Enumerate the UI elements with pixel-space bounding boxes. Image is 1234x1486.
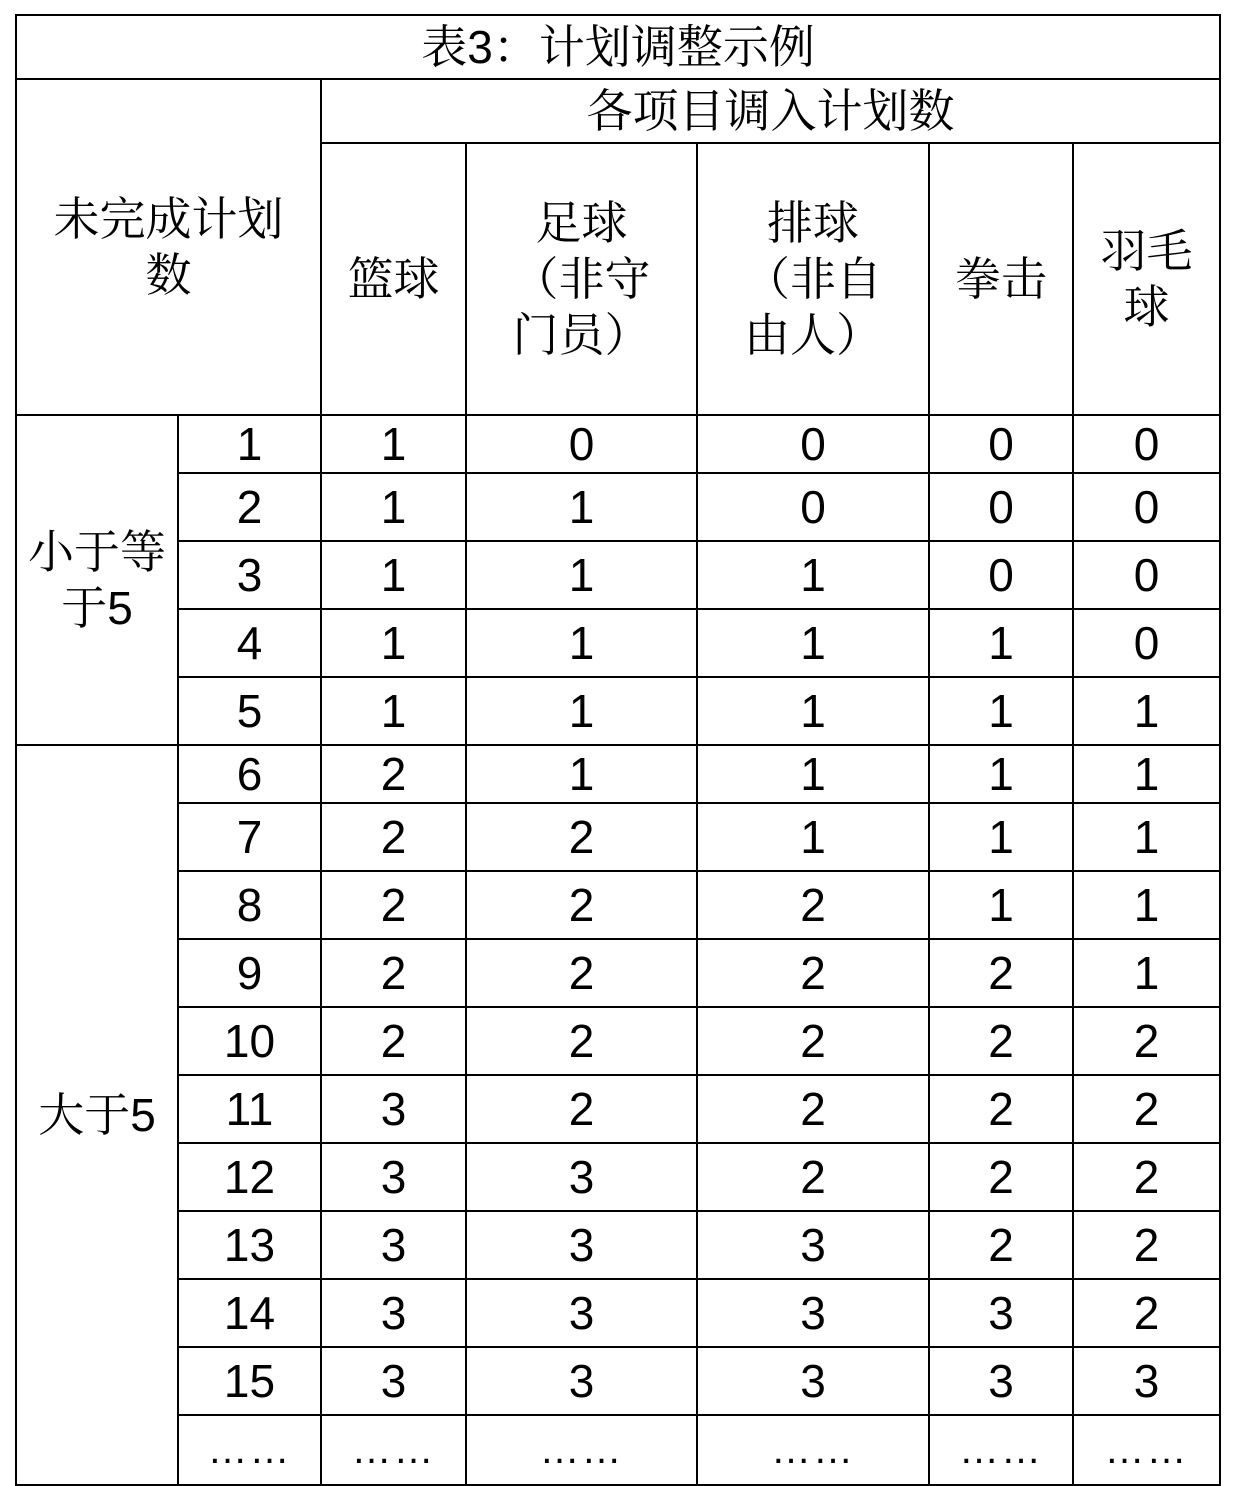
table-row: [16, 1007, 1220, 1075]
cell-football: 3: [466, 1143, 697, 1211]
table-row: [16, 939, 1220, 1007]
cell-badminton: 0: [1073, 541, 1220, 609]
cell-basketball: 1: [321, 415, 466, 473]
table-row: [16, 1415, 1220, 1485]
col-header-boxing: 拳击: [929, 143, 1073, 415]
group-label: 大于5: [38, 1089, 156, 1142]
cell-football: 1: [466, 677, 697, 745]
cell-boxing: 2: [929, 1075, 1073, 1143]
col-header-basketball: 篮球: [321, 143, 466, 415]
cell-boxing: 3: [929, 1347, 1073, 1415]
cell-badminton: 2: [1073, 1075, 1220, 1143]
cell-football: 2: [466, 803, 697, 871]
cell-football: 3: [466, 1279, 697, 1347]
cell-volleyball: 2: [697, 871, 929, 939]
cell-badminton: 1: [1073, 745, 1220, 803]
table-row: [16, 803, 1220, 871]
cell-football: 1: [466, 745, 697, 803]
group-label: 小于等于5: [28, 525, 166, 635]
cell-boxing: 2: [929, 1143, 1073, 1211]
cell-badminton: ……: [1073, 1415, 1220, 1485]
cell-basketball: 2: [321, 1007, 466, 1075]
cell-badminton: 0: [1073, 609, 1220, 677]
cell-badminton: 2: [1073, 1211, 1220, 1279]
cell-volleyball: 1: [697, 609, 929, 677]
cell-football: 2: [466, 939, 697, 1007]
cell-volleyball: 1: [697, 745, 929, 803]
cell-basketball: 3: [321, 1279, 466, 1347]
cell-football: ……: [466, 1415, 697, 1485]
table-row: [16, 1211, 1220, 1279]
cell-boxing: 1: [929, 677, 1073, 745]
cell-boxing: 2: [929, 1211, 1073, 1279]
unfinished-count-cell: 3: [178, 541, 321, 609]
cell-football: 1: [466, 473, 697, 541]
unfinished-count-cell: ……: [178, 1415, 321, 1485]
cell-volleyball: 3: [697, 1347, 929, 1415]
unfinished-count-cell: 5: [178, 677, 321, 745]
unfinished-count-cell: 11: [178, 1075, 321, 1143]
cell-volleyball: 0: [697, 415, 929, 473]
col-header-volleyball: 排球（非自由人）: [697, 143, 929, 415]
table-row: [16, 1075, 1220, 1143]
unfinished-count-cell: 12: [178, 1143, 321, 1211]
unfinished-count-cell: 14: [178, 1279, 321, 1347]
unfinished-count-cell: 1: [178, 415, 321, 473]
col-header-football: 足球（非守门员）: [466, 143, 697, 415]
cell-volleyball: 1: [697, 803, 929, 871]
cell-basketball: 1: [321, 473, 466, 541]
cell-volleyball: 0: [697, 473, 929, 541]
table-row: [16, 473, 1220, 541]
cell-badminton: 2: [1073, 1143, 1220, 1211]
cell-basketball: 3: [321, 1075, 466, 1143]
cell-football: 0: [466, 415, 697, 473]
cell-volleyball: 1: [697, 541, 929, 609]
cell-boxing: 2: [929, 939, 1073, 1007]
cell-basketball: 3: [321, 1347, 466, 1415]
unfinished-plan-label: 未完成计划数: [53, 192, 284, 301]
cell-football: 3: [466, 1347, 697, 1415]
cell-basketball: 3: [321, 1143, 466, 1211]
cell-basketball: 1: [321, 541, 466, 609]
cell-basketball: 1: [321, 677, 466, 745]
cell-volleyball: 3: [697, 1211, 929, 1279]
cell-football: 2: [466, 1075, 697, 1143]
cell-boxing: 0: [929, 415, 1073, 473]
cell-boxing: 0: [929, 473, 1073, 541]
cell-badminton: 2: [1073, 1279, 1220, 1347]
cell-volleyball: 2: [697, 1007, 929, 1075]
cell-boxing: 1: [929, 745, 1073, 803]
cell-football: 1: [466, 609, 697, 677]
table-row: [16, 415, 1220, 473]
table-row: [16, 871, 1220, 939]
group-label-cell: [16, 415, 178, 745]
table-row: [16, 1279, 1220, 1347]
unfinished-count-cell: 2: [178, 473, 321, 541]
cell-badminton: 2: [1073, 1007, 1220, 1075]
unfinished-count-cell: 9: [178, 939, 321, 1007]
cell-football: 2: [466, 1007, 697, 1075]
cell-basketball: 3: [321, 1211, 466, 1279]
cell-badminton: 3: [1073, 1347, 1220, 1415]
table-row: [16, 1143, 1220, 1211]
table-caption: 表3：计划调整示例: [16, 15, 1220, 79]
cell-basketball: 2: [321, 871, 466, 939]
cell-volleyball: ……: [697, 1415, 929, 1485]
cell-football: 3: [466, 1211, 697, 1279]
cell-boxing: ……: [929, 1415, 1073, 1485]
cell-volleyball: 3: [697, 1279, 929, 1347]
cell-volleyball: 1: [697, 677, 929, 745]
cell-volleyball: 2: [697, 939, 929, 1007]
cell-badminton: 0: [1073, 415, 1220, 473]
cell-boxing: 0: [929, 541, 1073, 609]
col-header-badminton: 羽毛球: [1073, 143, 1220, 415]
table-row: [16, 609, 1220, 677]
unfinished-count-cell: 4: [178, 609, 321, 677]
cell-volleyball: 2: [697, 1075, 929, 1143]
group-label-cell: [16, 745, 178, 1485]
table-row: [16, 745, 1220, 803]
unfinished-count-cell: 6: [178, 745, 321, 803]
cell-badminton: 0: [1073, 473, 1220, 541]
unfinished-count-cell: 7: [178, 803, 321, 871]
group-header: 各项目调入计划数: [321, 79, 1220, 143]
cell-boxing: 2: [929, 1007, 1073, 1075]
unfinished-count-cell: 10: [178, 1007, 321, 1075]
table-row: [16, 1347, 1220, 1415]
unfinished-plan-header: [16, 79, 321, 415]
table-row: [16, 541, 1220, 609]
cell-basketball: 2: [321, 803, 466, 871]
cell-badminton: 1: [1073, 803, 1220, 871]
plan-adjustment-table: [15, 14, 1221, 1486]
table-row: [16, 677, 1220, 745]
cell-football: 1: [466, 541, 697, 609]
unfinished-count-cell: 15: [178, 1347, 321, 1415]
cell-basketball: 2: [321, 939, 466, 1007]
cell-basketball: 2: [321, 745, 466, 803]
unfinished-count-cell: 13: [178, 1211, 321, 1279]
cell-badminton: 1: [1073, 677, 1220, 745]
cell-basketball: 1: [321, 609, 466, 677]
cell-badminton: 1: [1073, 939, 1220, 1007]
cell-boxing: 1: [929, 871, 1073, 939]
cell-volleyball: 2: [697, 1143, 929, 1211]
cell-basketball: ……: [321, 1415, 466, 1485]
cell-football: 2: [466, 871, 697, 939]
cell-badminton: 1: [1073, 871, 1220, 939]
cell-boxing: 1: [929, 609, 1073, 677]
cell-boxing: 1: [929, 803, 1073, 871]
cell-boxing: 3: [929, 1279, 1073, 1347]
unfinished-count-cell: 8: [178, 871, 321, 939]
